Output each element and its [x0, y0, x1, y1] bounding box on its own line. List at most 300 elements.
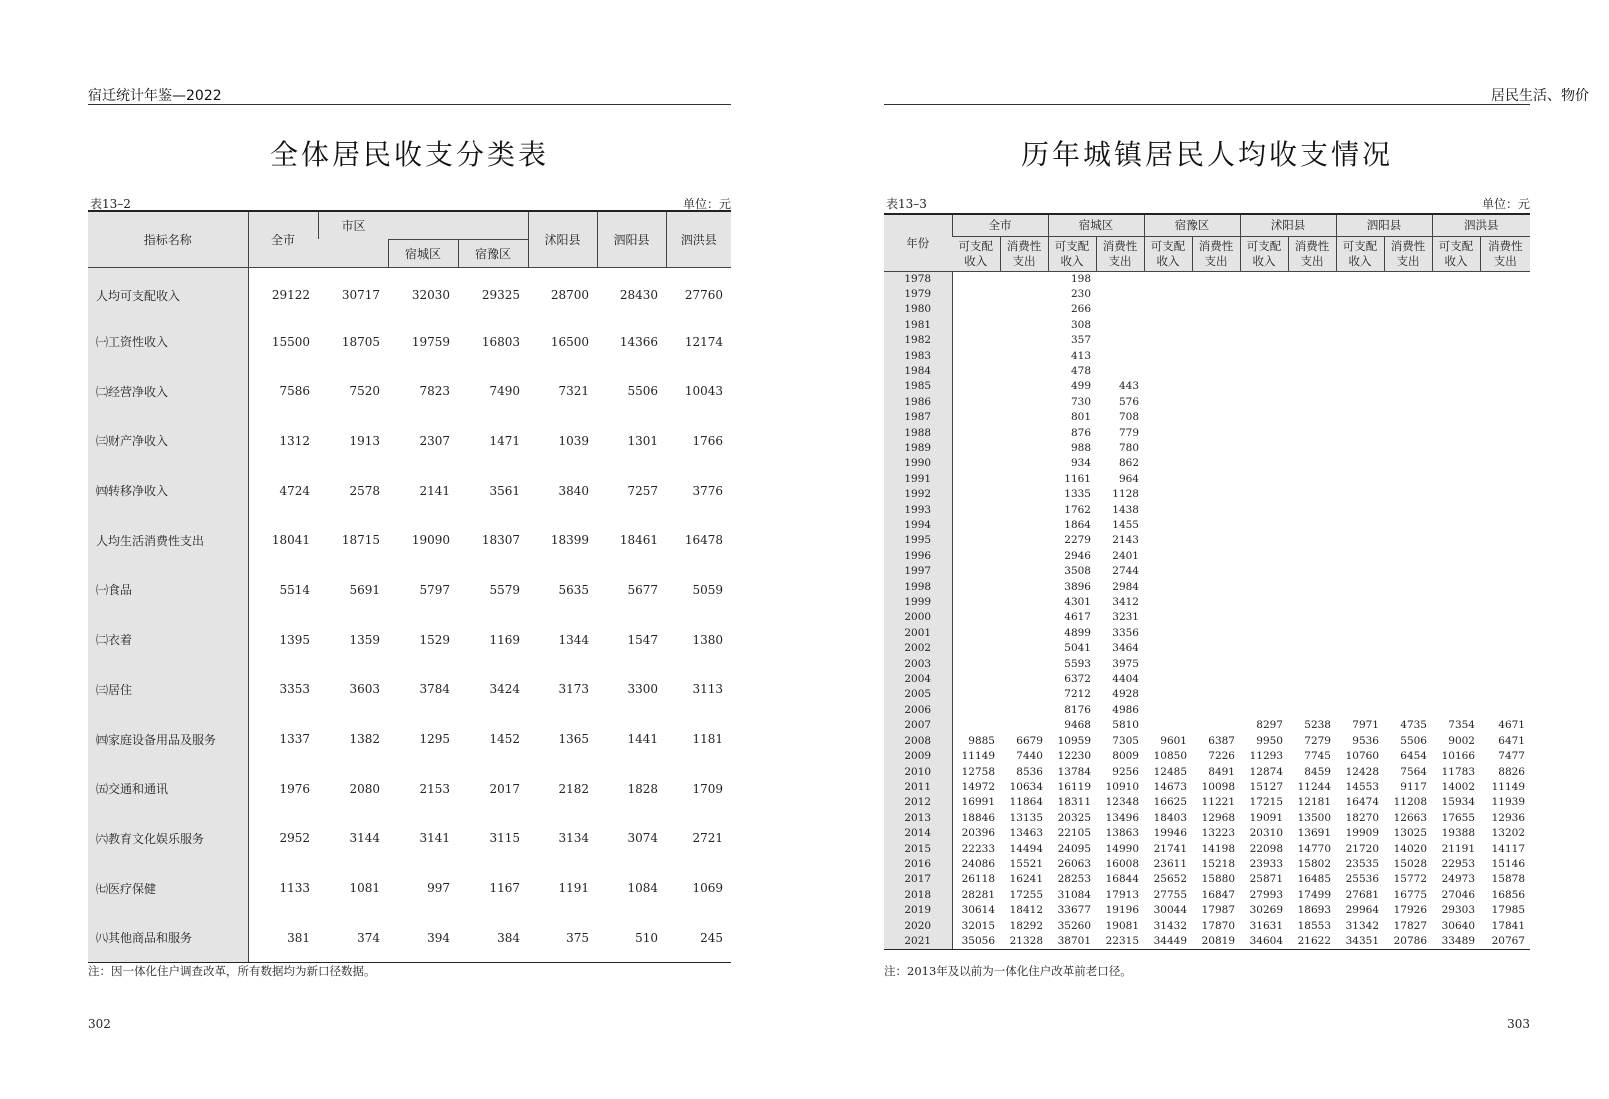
table-cell	[1480, 349, 1530, 364]
table-cell: 12348	[1105, 796, 1139, 809]
table-cell: 5579	[489, 582, 520, 597]
table-cell	[1432, 672, 1480, 687]
table-cell: 3840	[558, 483, 589, 498]
table-cell	[1144, 487, 1192, 502]
table-cell: 9256	[1112, 765, 1139, 778]
table-cell: 14990	[1105, 842, 1139, 855]
table-cell	[1192, 426, 1240, 441]
header-expense	[1000, 236, 1048, 271]
table-cell: 14117	[1491, 842, 1525, 855]
row-label: ㈥教育文化娱乐服务	[88, 814, 248, 864]
row-label: ㈣家庭设备用品及服务	[88, 714, 248, 764]
table-cell: 1191	[558, 881, 589, 896]
table-cell	[1240, 518, 1288, 533]
table-cell	[1192, 626, 1240, 641]
header-expense	[1192, 236, 1240, 271]
table-row	[88, 665, 731, 715]
table-cell: 23933	[1249, 857, 1283, 870]
table-cell: 13025	[1393, 827, 1427, 840]
table-cell: 30269	[1249, 904, 1283, 917]
table-cell	[1288, 472, 1336, 487]
table-row	[884, 749, 1530, 764]
table-cell	[1288, 533, 1336, 548]
table-cell: 25652	[1153, 873, 1187, 886]
table-cell: 5514	[279, 582, 310, 597]
table-cell	[1144, 364, 1192, 379]
table-cell	[1000, 349, 1048, 364]
row-year: 2015	[884, 842, 952, 857]
table-cell: 876	[1070, 426, 1091, 439]
table-cell	[1288, 379, 1336, 394]
table-cell	[1336, 564, 1384, 579]
table-cell: 12936	[1491, 811, 1525, 824]
table-cell	[1288, 564, 1336, 579]
row-year: 1999	[884, 595, 952, 610]
table-row	[884, 595, 1530, 610]
table-cell: 6372	[1064, 673, 1091, 686]
row-year: 1990	[884, 456, 952, 471]
table-cell	[1096, 271, 1144, 287]
header-rule	[88, 104, 731, 105]
table-cell: 230	[1070, 287, 1091, 300]
table-cell: 17870	[1201, 919, 1235, 932]
table-cell: 478	[1070, 364, 1091, 377]
table-cell: 14673	[1153, 780, 1187, 793]
table-row	[884, 811, 1530, 826]
table-cell: 31342	[1345, 919, 1379, 932]
header-region: 宿豫区	[1144, 214, 1240, 236]
table-cell	[1000, 595, 1048, 610]
row-label: ㈡经营净收入	[88, 366, 248, 416]
urban-income-history-table	[884, 213, 1530, 950]
table-cell: 5691	[349, 582, 380, 597]
table-cell	[1144, 610, 1192, 625]
table-cell	[952, 518, 1000, 533]
table-cell	[1288, 595, 1336, 610]
table-cell: 28253	[1057, 873, 1091, 886]
table-cell	[1480, 318, 1530, 333]
table-cell: 14198	[1201, 842, 1235, 855]
table-cell: 22105	[1057, 827, 1091, 840]
table-cell	[1000, 441, 1048, 456]
header-expense-line1: 消费性	[1488, 238, 1523, 253]
table-cell	[1288, 626, 1336, 641]
table-row	[884, 672, 1530, 687]
table-cell: 10043	[684, 384, 723, 399]
table-cell: 1181	[692, 732, 723, 747]
table-cell	[952, 703, 1000, 718]
table-row	[88, 565, 731, 615]
table-cell	[1432, 395, 1480, 410]
table-cell: 7490	[489, 384, 520, 399]
table-cell: 3300	[627, 682, 658, 697]
table-cell	[952, 687, 1000, 702]
table-cell	[1432, 364, 1480, 379]
table-cell: 9117	[1400, 780, 1427, 793]
table-cell	[1192, 318, 1240, 333]
table-cell	[1240, 657, 1288, 672]
table-cell: 7477	[1498, 750, 1525, 763]
table-cell	[1384, 395, 1432, 410]
table-cell	[1000, 687, 1048, 702]
header-region: 宿城区	[1048, 214, 1144, 236]
table-cell: 3508	[1064, 565, 1091, 578]
table-cell: 9950	[1256, 734, 1283, 747]
table-cell	[1240, 595, 1288, 610]
table-cell	[1000, 271, 1048, 287]
header-expense-line2: 支出	[1300, 253, 1324, 268]
table-cell	[1240, 503, 1288, 518]
table-cell	[952, 395, 1000, 410]
table-cell: 1766	[692, 433, 723, 448]
table-cell	[1240, 549, 1288, 564]
table-cell	[1240, 703, 1288, 718]
row-year: 1983	[884, 349, 952, 364]
table-cell	[1192, 364, 1240, 379]
table-cell: 3115	[489, 831, 520, 846]
table-cell: 7257	[627, 483, 658, 498]
table-cell	[952, 426, 1000, 441]
table-cell: 18846	[961, 811, 995, 824]
table-cell	[1480, 410, 1530, 425]
table-cell: 11864	[1009, 796, 1043, 809]
header-income-line2: 收入	[1252, 253, 1276, 268]
table-cell	[1288, 302, 1336, 317]
table-cell: 1161	[1064, 472, 1091, 485]
table-row	[884, 302, 1530, 317]
header-expense-line1: 消费性	[1390, 238, 1426, 253]
table-cell: 10634	[1009, 780, 1043, 793]
row-year: 2008	[884, 734, 952, 749]
table-cell: 17255	[1009, 888, 1043, 901]
table-cell	[1480, 426, 1530, 441]
table-row	[88, 913, 731, 963]
table-cell: 934	[1070, 457, 1091, 470]
table-cell: 23611	[1153, 857, 1187, 870]
header-expense-line2: 支出	[1204, 253, 1228, 268]
table-cell: 357	[1070, 334, 1091, 347]
table-cell	[1144, 410, 1192, 425]
table-cell	[1240, 441, 1288, 456]
table-cell	[1000, 472, 1048, 487]
table-cell: 374	[318, 913, 388, 963]
table-cell	[1432, 518, 1480, 533]
table-cell: 31084	[1057, 888, 1091, 901]
table-cell	[1288, 657, 1336, 672]
table-cell	[1144, 503, 1192, 518]
table-cell	[1288, 487, 1336, 502]
table-cell	[1384, 287, 1432, 302]
row-year: 2009	[884, 749, 952, 764]
table-cell	[952, 364, 1000, 379]
table-cell	[1144, 518, 1192, 533]
table-row	[88, 615, 731, 665]
table-cell: 2080	[349, 781, 380, 796]
table-cell: 14020	[1393, 842, 1427, 855]
row-year: 1986	[884, 395, 952, 410]
table-cell	[1000, 518, 1048, 533]
table-cell	[1192, 718, 1240, 733]
table-cell: 1081	[349, 881, 380, 896]
table-cell: 16803	[481, 334, 520, 349]
table-cell: 21741	[1153, 842, 1187, 855]
table-cell: 1380	[692, 632, 723, 647]
table-cell	[1240, 456, 1288, 471]
table-cell: 7226	[1208, 750, 1235, 763]
table-row	[884, 287, 1530, 302]
table-cell	[1432, 302, 1480, 317]
table-cell: 10910	[1105, 780, 1139, 793]
table-cell	[1480, 687, 1530, 702]
table-cell	[1192, 410, 1240, 425]
table-cell	[1432, 410, 1480, 425]
table-cell: 1529	[419, 632, 450, 647]
table-cell: 5506	[627, 384, 658, 399]
table-cell	[1480, 456, 1530, 471]
table-cell	[1288, 580, 1336, 595]
table-cell: 3231	[1112, 611, 1139, 624]
header-income-line2: 收入	[1348, 253, 1372, 268]
table-cell	[1240, 287, 1288, 302]
table-cell: 18041	[271, 533, 310, 548]
header-shuyang: 沭阳县	[528, 211, 597, 267]
table-cell: 1301	[627, 433, 658, 448]
table-cell	[1192, 441, 1240, 456]
table-cell	[1000, 641, 1048, 656]
table-cell	[952, 318, 1000, 333]
table-cell: 6387	[1208, 734, 1235, 747]
table-cell: 21328	[1000, 934, 1048, 950]
table-cell: 20819	[1192, 934, 1240, 950]
left-page	[0, 0, 800, 1099]
table-cell	[1336, 610, 1384, 625]
table-note: 注：2013年及以前为一体化住户改革前老口径。	[884, 964, 1132, 978]
table-row	[884, 780, 1530, 795]
table-cell	[1384, 426, 1432, 441]
table-cell: 11783	[1441, 765, 1475, 778]
table-cell: 5041	[1064, 642, 1091, 655]
table-cell	[1000, 549, 1048, 564]
table-cell	[1480, 441, 1530, 456]
table-cell: 22315	[1096, 934, 1144, 950]
table-cell: 1133	[279, 881, 310, 896]
table-cell: 2153	[419, 781, 450, 796]
table-cell: 2984	[1112, 580, 1139, 593]
table-cell	[1336, 580, 1384, 595]
header-siyang: 泗阳县	[597, 211, 666, 267]
row-year: 1991	[884, 472, 952, 487]
table-cell: 15521	[1009, 857, 1043, 870]
table-cell: 14002	[1441, 780, 1475, 793]
table-row	[884, 903, 1530, 918]
header-expense	[1288, 236, 1336, 271]
table-cell: 7321	[558, 384, 589, 399]
table-cell	[1000, 302, 1048, 317]
table-cell: 1452	[489, 732, 520, 747]
table-cell: 1976	[279, 781, 310, 796]
table-cell	[1192, 472, 1240, 487]
table-cell: 5593	[1064, 657, 1091, 670]
table-cell	[1000, 456, 1048, 471]
table-cell	[1432, 549, 1480, 564]
header-income-line2: 收入	[964, 253, 988, 268]
table-cell	[1240, 641, 1288, 656]
table-cell: 7440	[1016, 750, 1043, 763]
table-row	[884, 379, 1530, 394]
row-year: 1997	[884, 564, 952, 579]
table-cell: 9002	[1448, 734, 1475, 747]
table-cell: 27760	[684, 288, 723, 303]
table-cell: 9885	[968, 734, 995, 747]
table-cell: 3356	[1112, 626, 1139, 639]
table-cell: 18705	[341, 334, 380, 349]
table-row	[88, 267, 731, 317]
header-income-line1: 可支配	[1054, 238, 1090, 253]
row-year: 2001	[884, 626, 952, 641]
table-cell	[1288, 318, 1336, 333]
table-cell: 17655	[1441, 811, 1475, 824]
table-cell	[1192, 287, 1240, 302]
table-cell	[1480, 595, 1530, 610]
table-cell	[1480, 379, 1530, 394]
table-cell	[1480, 657, 1530, 672]
table-cell: 27993	[1249, 888, 1283, 901]
table-cell	[1384, 456, 1432, 471]
table-cell: 7586	[279, 384, 310, 399]
table-row	[884, 734, 1530, 749]
table-cell	[952, 626, 1000, 641]
header-expense-line1: 消费性	[1102, 238, 1138, 253]
table-row	[884, 441, 1530, 456]
table-cell: 19946	[1153, 827, 1187, 840]
table-row	[884, 580, 1530, 595]
table-cell: 3074	[627, 831, 658, 846]
table-cell: 20786	[1384, 934, 1432, 950]
table-cell: 1762	[1064, 503, 1091, 516]
table-cell	[1000, 610, 1048, 625]
table-cell	[1384, 626, 1432, 641]
header-indicator: 指标名称	[88, 211, 248, 267]
table-cell: 32030	[411, 288, 450, 303]
table-cell: 16485	[1297, 873, 1331, 886]
table-note: 注：因一体化住户调查改革，所有数据均为新口径数据。	[88, 964, 376, 978]
table-cell: 15880	[1201, 873, 1235, 886]
table-cell	[1288, 610, 1336, 625]
table-cell: 24086	[961, 857, 995, 870]
table-cell: 35260	[1057, 919, 1091, 932]
table-row	[88, 714, 731, 764]
table-cell	[1432, 503, 1480, 518]
table-cell	[1096, 302, 1144, 317]
table-cell	[1384, 687, 1432, 702]
table-cell: 1039	[558, 433, 589, 448]
table-cell	[1432, 333, 1480, 348]
table-cell	[1240, 687, 1288, 702]
header-income	[1048, 236, 1096, 271]
table-cell: 245	[666, 913, 731, 963]
row-label: ㈤交通和通讯	[88, 764, 248, 814]
header-sucheng: 宿城区	[388, 239, 458, 267]
table-row	[884, 318, 1530, 333]
table-cell: 25536	[1345, 873, 1379, 886]
table-row	[884, 426, 1530, 441]
table-row	[88, 416, 731, 466]
table-cell: 381	[248, 913, 318, 963]
table-cell	[1240, 610, 1288, 625]
table-row	[884, 765, 1530, 780]
row-year: 2005	[884, 687, 952, 702]
table-cell: 18553	[1297, 919, 1331, 932]
row-year: 1987	[884, 410, 952, 425]
table-cell	[1336, 426, 1384, 441]
row-label: 人均生活消费性支出	[88, 515, 248, 565]
table-cell	[1384, 302, 1432, 317]
table-cell: 3412	[1112, 596, 1139, 609]
table-cell: 7305	[1112, 734, 1139, 747]
table-cell: 18693	[1297, 904, 1331, 917]
table-cell	[1288, 349, 1336, 364]
table-cell: 413	[1070, 349, 1091, 362]
table-cell: 7823	[419, 384, 450, 399]
table-row	[884, 826, 1530, 841]
table-cell	[1288, 703, 1336, 718]
table-cell: 14553	[1345, 780, 1379, 793]
page-number: 302	[88, 1017, 111, 1031]
table-cell: 24973	[1441, 873, 1475, 886]
table-cell	[1384, 580, 1432, 595]
table-cell	[1240, 533, 1288, 548]
table-unit: 单位：元	[682, 197, 731, 211]
table-cell: 5797	[419, 582, 450, 597]
table-cell: 28700	[550, 288, 589, 303]
table-cell	[1432, 487, 1480, 502]
table-cell	[1240, 318, 1288, 333]
table-cell	[1288, 410, 1336, 425]
table-cell	[1432, 641, 1480, 656]
table-row	[88, 863, 731, 913]
table-cell: 11939	[1491, 796, 1525, 809]
row-year: 1998	[884, 580, 952, 595]
table-cell	[952, 410, 1000, 425]
table-cell	[1192, 533, 1240, 548]
table-cell: 4735	[1400, 719, 1427, 732]
table-cell	[1000, 718, 1048, 733]
table-row	[884, 410, 1530, 425]
table-cell: 16119	[1057, 780, 1091, 793]
table-cell	[1384, 549, 1432, 564]
table-code: 表13–2	[90, 197, 131, 211]
table-cell: 18307	[481, 533, 520, 548]
table-cell: 13784	[1057, 765, 1091, 778]
table-cell: 394	[388, 913, 458, 963]
table-cell: 29122	[271, 288, 310, 303]
table-cell	[952, 302, 1000, 317]
table-cell: 4671	[1498, 719, 1525, 732]
row-year: 1984	[884, 364, 952, 379]
table-cell	[1432, 441, 1480, 456]
row-label: ㈧其他商品和服务	[88, 913, 248, 963]
table-cell: 3113	[692, 682, 723, 697]
table-cell	[1432, 533, 1480, 548]
table-cell: 730	[1070, 395, 1091, 408]
table-cell	[1288, 456, 1336, 471]
table-cell	[1240, 271, 1288, 287]
table-cell: 13863	[1105, 827, 1139, 840]
table-cell: 17215	[1249, 796, 1283, 809]
table-cell: 12174	[684, 334, 723, 349]
header-income-line2: 收入	[1156, 253, 1180, 268]
header-expense-line2: 支出	[1396, 253, 1420, 268]
